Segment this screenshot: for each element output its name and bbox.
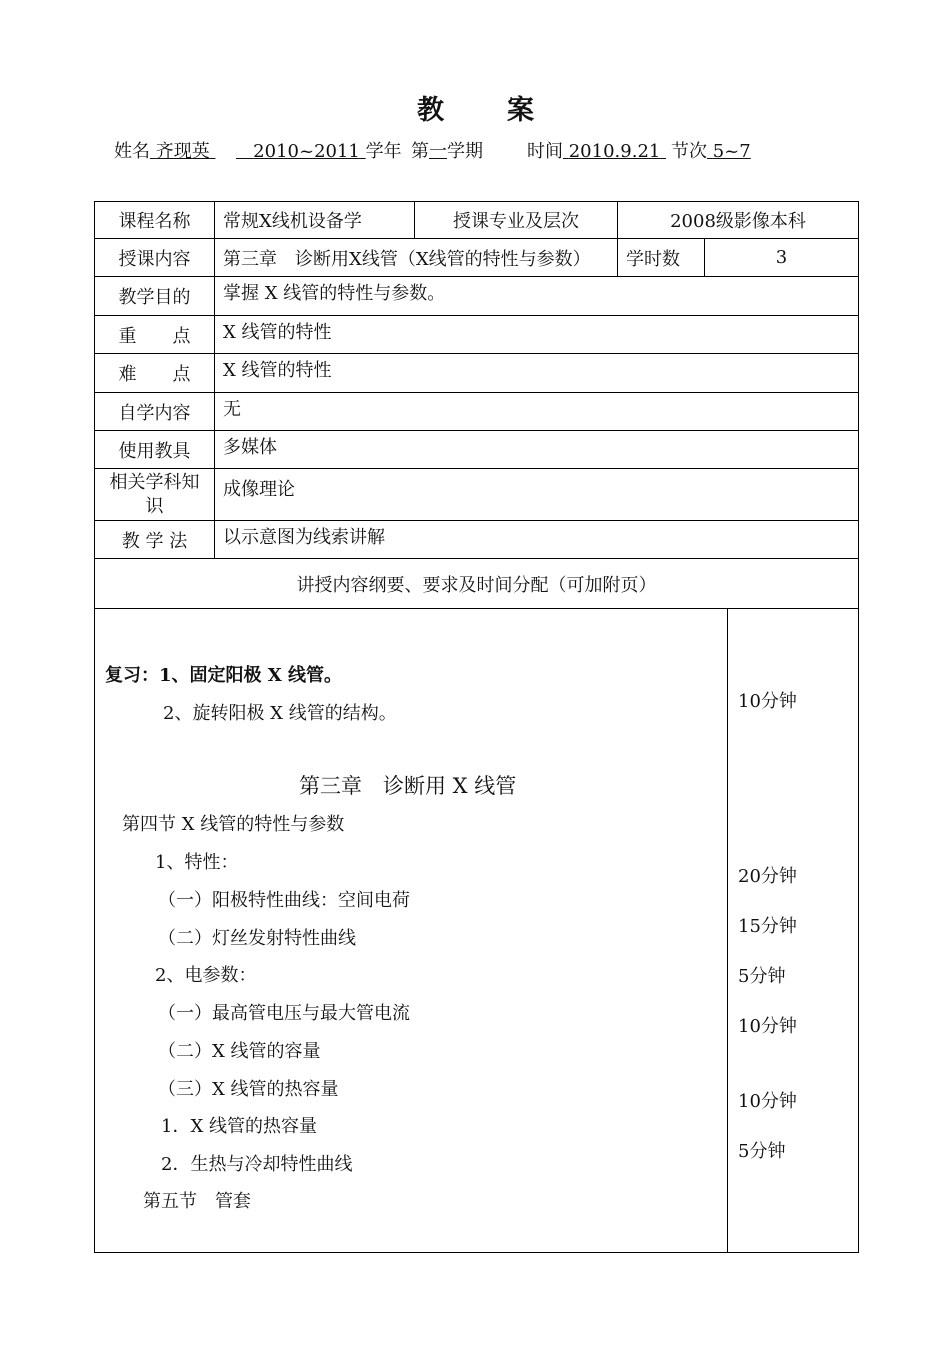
period-label: 节次: [671, 141, 707, 162]
name-field: [114, 137, 215, 163]
outline-header: 讲授内容纲要、要求及时间分配（可加附页）: [95, 559, 859, 609]
time-field: [527, 137, 666, 163]
item-2: 2、电参数：: [155, 965, 257, 986]
method-value: 以示意图为线索讲解: [215, 521, 859, 559]
key-value: X 线管的特性: [215, 316, 859, 354]
item-1b: （二）灯丝发射特性曲线: [158, 928, 356, 949]
title-part2: 案: [507, 95, 535, 126]
time-heat-capacity: 10分钟: [738, 1091, 797, 1112]
time-anode-curve: 20分钟: [738, 866, 797, 887]
major-label: 授课专业及层次: [415, 202, 618, 239]
time-review: 10分钟: [738, 691, 797, 712]
time-max-voltage: 10分钟: [738, 1016, 797, 1037]
item-2b: （二）X 线管的容量: [158, 1041, 321, 1062]
key-label: 重 点: [95, 316, 215, 354]
goal-value: 掌握 X 线管的特性与参数。: [215, 277, 859, 316]
row-key: [95, 316, 859, 354]
term-field: [411, 137, 483, 163]
tools-label: 使用教具: [95, 431, 215, 469]
name-label: 姓名: [114, 141, 150, 162]
row-content: [95, 239, 859, 277]
difficult-label: 难 点: [95, 354, 215, 393]
row-tools: [95, 431, 859, 469]
year-field: [236, 137, 402, 163]
year-label: 学年: [365, 141, 402, 162]
teacher-name: 齐现英: [155, 141, 210, 162]
period-value: 5~7: [712, 141, 751, 162]
row-goal: [95, 277, 859, 316]
row-self: [95, 393, 859, 431]
goal-label: 教学目的: [95, 277, 215, 316]
time-column: [728, 609, 859, 1253]
lesson-date: 2010.9.21: [568, 141, 661, 162]
title-part1: 教: [417, 95, 445, 126]
hours-label: 学时数: [618, 239, 705, 277]
period-field: [671, 137, 751, 163]
major-value: 2008级影像本科: [618, 202, 859, 239]
term-prefix: 第: [411, 141, 429, 162]
content-value: 第三章 诊断用X线管（X线管的特性与参数）: [215, 239, 618, 277]
row-difficult: [95, 354, 859, 393]
time-filament-curve: 15分钟: [738, 916, 797, 937]
review-line-2: 2、旋转阳极 X 线管的结构。: [163, 703, 397, 724]
time-cooling-curve: 5分钟: [738, 1141, 786, 1162]
term-number: 一: [429, 141, 447, 162]
row-related: [95, 469, 859, 521]
item-2c: （三）X 线管的热容量: [158, 1079, 339, 1100]
row-method: [95, 521, 859, 559]
time-electric-params: 5分钟: [738, 966, 786, 987]
course-name: 常规X线机设备学: [215, 202, 415, 239]
hours-value: 3: [705, 239, 859, 277]
method-label: 教 学 法: [95, 521, 215, 559]
difficult-value: X 线管的特性: [215, 354, 859, 393]
item-1: 1、特性：: [155, 852, 239, 873]
content-label: 授课内容: [95, 239, 215, 277]
chapter-heading: 第三章 诊断用 X 线管: [299, 774, 517, 798]
review-line-1: 复习：1、固定阳极 X 线管。: [105, 665, 343, 686]
section-5-heading: 第五节 管套: [143, 1191, 251, 1212]
self-label: 自学内容: [95, 393, 215, 431]
related-value: 成像理论: [215, 469, 859, 521]
row-outline-header: [95, 559, 859, 609]
tools-value: 多媒体: [215, 431, 859, 469]
academic-year: 2010~2011: [253, 141, 360, 162]
row-course: [95, 202, 859, 239]
item-1a: （一）阳极特性曲线：空间电荷: [158, 890, 410, 911]
time-label: 时间: [527, 141, 563, 162]
sub-item-1: 1．X 线管的热容量: [161, 1116, 317, 1137]
sub-item-2: 2．生热与冷却特性曲线: [161, 1154, 353, 1175]
term-suffix: 学期: [447, 141, 483, 162]
course-label: 课程名称: [95, 202, 215, 239]
lesson-plan-table: [94, 201, 859, 1253]
item-2a: （一）最高管电压与最大管电流: [158, 1003, 410, 1024]
row-outline-body: [95, 609, 859, 1253]
outline-content: [95, 609, 728, 1253]
self-value: 无: [215, 393, 859, 431]
page-title: [0, 88, 952, 127]
related-label: 相关学科知识: [95, 469, 215, 521]
section-4-heading: 第四节 X 线管的特性与参数: [122, 814, 345, 835]
